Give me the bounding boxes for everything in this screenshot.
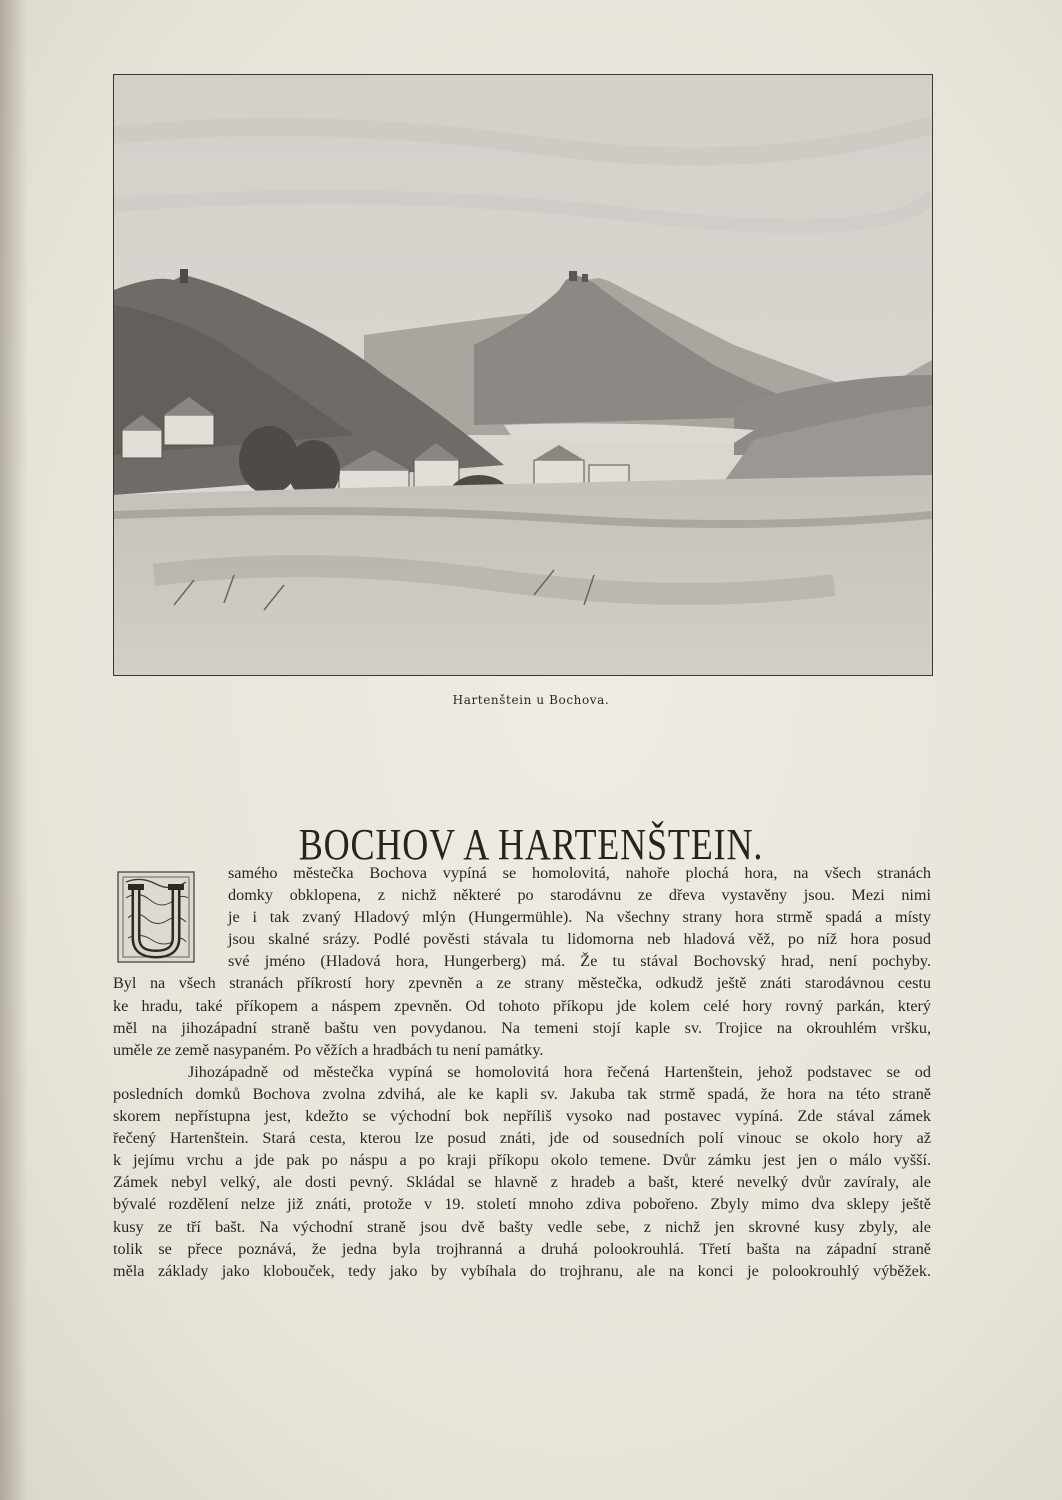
text-line: Byl na všech stranách příkrostí hory zpevněn a ze strany městečka, odkudž ještě znáti starodávnou cestu <box>113 974 931 993</box>
text-line: řečený Hartenštein. Stará cesta, kterou lze posud znáti, jde od sousedních polí vinouc se okolo hory až <box>113 1129 931 1148</box>
text-line: jsou skalné srázy. Podlé pověsti stávala tu lidomorna neb hladová věž, po níž hora posud <box>228 930 931 949</box>
text-line: skorem nepřístupna jest, kdežto se východní bok nepříliš vysoko nad postavec vypíná. Zde stával zámek <box>113 1107 931 1126</box>
chapter-title: BOCHOV A HARTENŠTEIN. <box>298 820 764 870</box>
text-line: posledních domků Bochova zvolna zdvihá, ale ke kapli sv. Jakuba tak strmě spadá, že hora na této straně <box>113 1084 931 1103</box>
text-line: měla základy jako klobouček, tedy jako by vybíhala do trojhranu, ale na konci je polookrouhlý výběžek. <box>113 1261 931 1280</box>
text-line: své jméno (Hladová hora, Hungerberg) má. Že tu stával Bochovský hrad, není pochyby. <box>228 952 931 971</box>
text-line: měl na jihozápadní straně baštu ven povydanou. Na temeni stojí kaple sv. Trojice na okrouhlém vršku, <box>113 1018 931 1037</box>
text-line: samého městečka Bochova vypíná se homolovitá, nahoře plochá hora, na všech stranách <box>228 864 931 882</box>
text-line: kusy ze tří bašt. Na východní straně jsou dvě bašty vedle sebe, z nichž jen skrovné kusy zbyly, ale <box>113 1217 931 1236</box>
landscape-picture <box>114 75 932 675</box>
article-text <box>113 862 931 1282</box>
text-line: bývalé rozdělení nelze již znáti, protože v 19. století mnoho zdiva pobořeno. Zbyly mimo dva sklepy ještě <box>113 1195 931 1214</box>
figure-caption: Hartenštein u Bochova. <box>452 693 610 707</box>
text-line: je i tak zvaný Hladový mlýn (Hungermühle). Na všechny strany hora strmě spadá a místy <box>228 908 931 927</box>
landscape-engraving <box>113 74 933 676</box>
text-line: uměle ze země nasypaném. Po věžích a hradbách tu není památky. <box>113 1040 544 1059</box>
text-line: k jejímu vrchu a jde pak po náspu a po kraji příkopu okolo temene. Dvůr zámku jest jen o málo vyšší. <box>113 1151 931 1170</box>
text-line: ke hradu, také příkopem a náspem zpevněn. Od tohoto příkopu jde kolem celé hory rovný parkán, který <box>113 996 931 1015</box>
text-line: domky obklopena, z nichž některé po starodávnu ze dřeva vystavěny jsou. Mezi nimi <box>228 886 931 905</box>
text-line: Zámek nebyl velký, ale dosti pevný. Skládal se hlavně z hradeb a bašt, které nevelký dvůr zavíraly, ale <box>113 1173 931 1192</box>
text-line: tolik se přece poznává, že jedna byla trojhranná a druhá polookrouhlá. Třetí bašta na západní straně <box>113 1239 931 1258</box>
spine-shadow <box>0 0 28 1500</box>
text-line: Jihozápadně od městečka vypíná se homolovitá hora řečená Hartenštein, jehož podstavec se od <box>188 1062 931 1081</box>
